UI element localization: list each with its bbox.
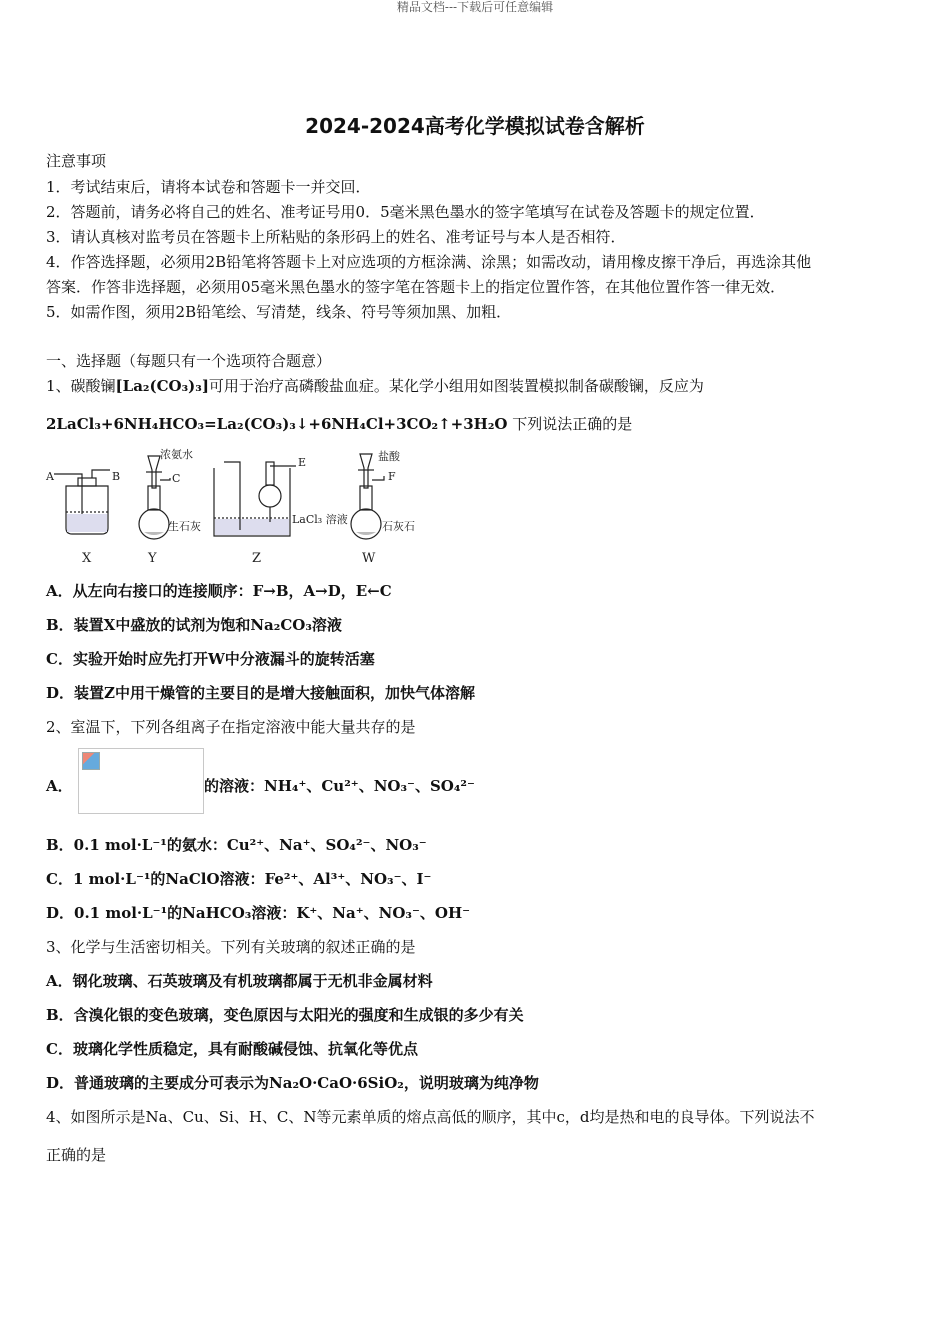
page-title: 2024-2024高考化学模拟试卷含解析 (305, 114, 645, 138)
q4-stem-line1: 4、如图所示是Na、Cu、Si、H、C、N等元素单质的熔点高低的顺序，其中c，d均是热和电的良导体。下列说法不 (46, 1108, 815, 1126)
apparatus-y (139, 456, 170, 539)
broken-image-placeholder (78, 748, 204, 814)
q3-option-a: A．钢化玻璃、石英玻璃及有机玻璃都属于无机非金属材料 (46, 972, 433, 990)
notice-item-4-cont: 答案．作答非选择题，必须用05毫米黑色墨水的签字笔在答题卡上的指定位置作答，在其他位置作答一律无效． (46, 278, 786, 296)
notice-item-5: 5．如需作图，须用2B铅笔绘、写清楚，线条、符号等须加黑、加粗． (46, 303, 512, 321)
q1-option-a: A．从左向右接口的连接顺序：F→B，A→D，E←C (46, 582, 392, 600)
q2-option-a-text: 的溶液：NH₄⁺、Cu²⁺、NO₃⁻、SO₄²⁻ (204, 777, 475, 795)
q2-option-b: B．0.1 mol·L⁻¹的氨水：Cu²⁺、Na⁺、SO₄²⁻、NO₃⁻ (46, 836, 427, 854)
label-a: A (46, 470, 54, 483)
q2-option-d: D．0.1 mol·L⁻¹的NaHCO₃溶液：K⁺、Na⁺、NO₃⁻、OH⁻ (46, 904, 471, 922)
page-header: 精品文档---下载后可任意编辑 (396, 0, 554, 14)
label-y: Y (148, 551, 157, 566)
section-heading: 一、选择题（每题只有一个选项符合题意） (46, 352, 332, 370)
q1-stem (46, 375, 906, 397)
q1-stem-a: 1、碳酸镧 (46, 377, 116, 395)
q1-equation: 2LaCl₃+6NH₄HCO₃=La₂(CO₃)₃↓+6NH₄Cl+3CO₂↑+3H₂O (46, 415, 508, 433)
label-w: W (362, 551, 376, 566)
q3-option-c: C．玻璃化学性质稳定，具有耐酸碱侵蚀、抗氧化等优点 (46, 1040, 418, 1058)
broken-image-icon (82, 752, 100, 770)
q1-option-d: D．装置Z中用干燥管的主要目的是增大接触面积，加快气体溶解 (46, 684, 475, 702)
label-x: X (82, 551, 92, 566)
notice-item-4: 4．作答选择题，必须用2B铅笔将答题卡上对应选项的方框涂满、涂黑；如需改动，请用橡皮擦干净后，再选涂其他 (46, 253, 812, 271)
q1-equation-line (46, 413, 906, 435)
label-b: B (112, 470, 121, 483)
q1-option-b: B．装置X中盛放的试剂为饱和Na₂CO₃溶液 (46, 616, 342, 634)
q4-stem-line2: 正确的是 (46, 1146, 107, 1164)
q1-option-c: C．实验开始时应先打开W中分液漏斗的旋转活塞 (46, 650, 375, 668)
label-f: F (388, 470, 396, 483)
label-hcl: 盐酸 (378, 450, 400, 463)
q3-stem: 3、化学与生活密切相关。下列有关玻璃的叙述正确的是 (46, 938, 416, 956)
q2-option-c: C．1 mol·L⁻¹的NaClO溶液：Fe²⁺、Al³⁺、NO₃⁻、I⁻ (46, 870, 432, 888)
notice-item-2: 2．答题前，请务必将自己的姓名、准考证号用0．5毫米黑色墨水的签字笔填写在试卷及答题卡的规定位置． (46, 203, 765, 221)
apparatus-w (351, 454, 384, 539)
q3-option-d: D．普通玻璃的主要成分可表示为Na₂O·CaO·6SiO₂，说明玻璃为纯净物 (46, 1074, 539, 1092)
label-ammonia: 浓氨水 (160, 448, 193, 461)
apparatus-x (54, 470, 110, 534)
q2-option-a-label: A． (46, 777, 73, 795)
label-limestone: 石灰石 (382, 520, 415, 533)
q1-stem-b: 可用于治疗高磷酸盐血症。某化学小组用如图装置模拟制备碳酸镧，反应为 (208, 377, 704, 395)
label-lacl3: LaCl₃ 溶液 (292, 513, 348, 526)
q3-option-b: B．含溴化银的变色玻璃，变色原因与太阳光的强度和生成银的多少有关 (46, 1006, 524, 1024)
q1-formula: [La₂(CO₃)₃] (115, 377, 209, 395)
q1-equation-tail: 下列说法正确的是 (512, 415, 633, 433)
label-e: E (298, 456, 307, 469)
label-quicklime: 生石灰 (168, 520, 201, 533)
label-c: C (172, 472, 181, 485)
notice-item-1: 1．考试结束后，请将本试卷和答题卡一并交回． (46, 178, 371, 196)
label-z: Z (252, 551, 262, 566)
notice-heading: 注意事项 (46, 152, 107, 170)
q2-stem: 2、室温下，下列各组离子在指定溶液中能大量共存的是 (46, 718, 416, 736)
notice-item-3: 3．请认真核对监考员在答题卡上所粘贴的条形码上的姓名、准考证号与本人是否相符． (46, 228, 626, 246)
apparatus-z (214, 462, 296, 536)
apparatus-diagram (44, 448, 444, 570)
